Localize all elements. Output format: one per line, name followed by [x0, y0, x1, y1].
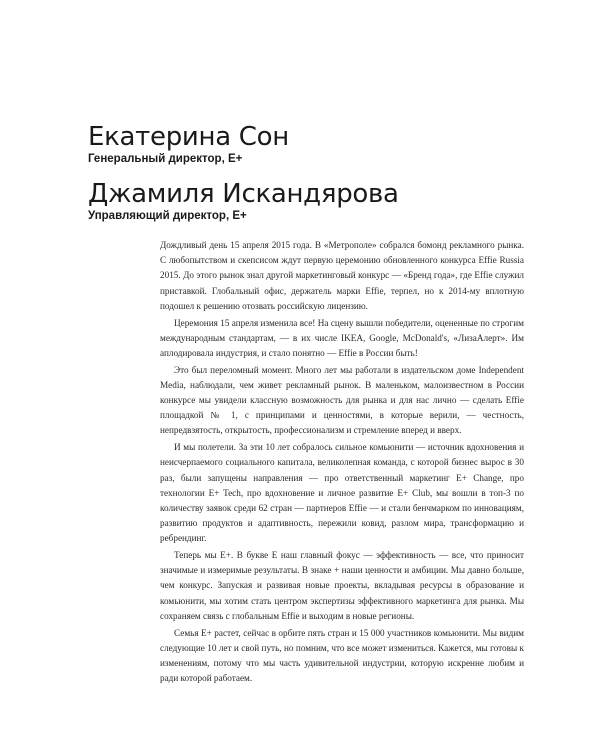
author-role-2: Управляющий директор, E+: [88, 210, 247, 222]
paragraph: И мы полетели. За эти 10 лет собралось сильное комьюнити — источник вдохновения и неисчерпаемого социального капитала, великолепная команда, с которой бизнес вырос в 30 раз, были запущены направления — про ответственный маркетинг E+ Change, про технологии E+ Tech, про вдохновение и личное развитие E+ Club, мы вошли в топ-3 по количеству заявок среди 62 стран — партнеров Effie — и стали бенчмарком по инновациям, развитию продуктов и адаптивность, пережили ковид, разлом мира, трансформацию и ребрендинг.: [160, 442, 524, 544]
paragraph: Церемония 15 апреля изменила все! На сцену вышли победители, оцененные по строгим международным стандартам, — в их числе IKEA, Google, McDonald's, «ЛизаАлерт». Им аплодировала индустрия, и стало понятно — Effie в России быть!: [160, 317, 524, 358]
author-role-1: Генеральный директор, E+: [88, 153, 243, 165]
author-name-1: Екатерина Сон: [88, 122, 289, 152]
article-body: [160, 238, 524, 688]
paragraph: Семья E+ растет, сейчас в орбите пять стран и 15 000 участников комьюнити. Мы видим следующие 10 лет и свой путь, но помним, что все может измениться. Кажется, мы готовы к изменениям, потому что мы часть удивительной индустрии, которую искренне любим и ради которой работаем.: [160, 627, 524, 684]
author-name-2: Джамиля Искандярова: [88, 179, 399, 209]
paragraph: Дождливый день 15 апреля 2015 года. В «Метрополе» собрался бомонд рекламного рынка. С любопытством и скепсисом ждут первую церемонию обновленного конкурса Effie Russia 2015. До этого рынок знал другой маркетинговый конкурс — «Бренд года», где Effie служил приставкой. Глобальный офис, держатель марки Effie, терпел, но к 2014-му вплотную подошел к решению отозвать российскую лицензию.: [160, 240, 524, 311]
paragraph: Это был переломный момент. Много лет мы работали в издательском доме Independent Media, наблюдали, чем живет рекламный рынок. В маленьком, малоизвестном в России конкурсе мы увидели классную возможность для рынка и для нас лично — сделать Effie площадкой № 1, с принципами и ценностями, в которые верили, — честность, непредвзятость, открытость, профессионализм и стремление вперед и вверх.: [160, 364, 524, 436]
authors-block: [88, 122, 558, 236]
paragraph: Теперь мы E+. В букве E наш главный фокус — эффективность — все, что приносит значимые и измеримые результаты. В знаке + наши ценности и амбиции. Мы давно больше, чем конкурс. Запуская и развивая новые проекты, вкладывая ресурсы в образование и комьюнити, мы хотим стать центром экспертизы эффективного маркетинга для рынка. Мы сохраняем связь с глобальным Effie и выходим в новые регионы.: [160, 550, 524, 621]
